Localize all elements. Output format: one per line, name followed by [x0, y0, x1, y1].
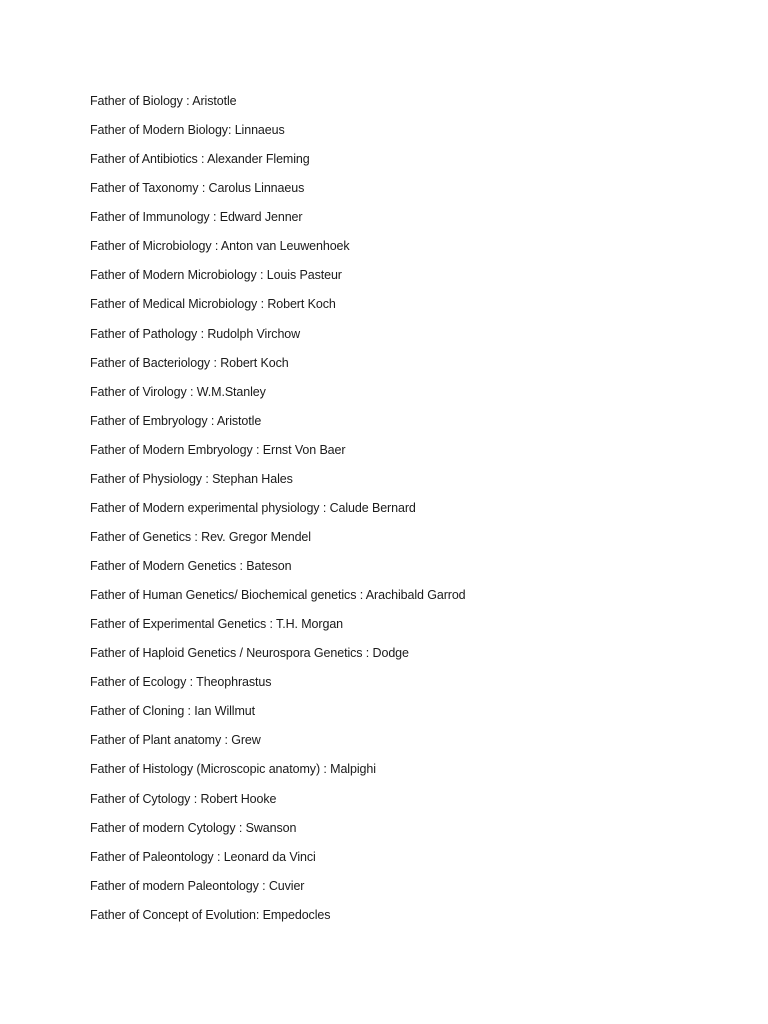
entry-list [90, 91, 730, 934]
list-item: Father of modern Paleontology : Cuvier [90, 878, 305, 893]
list-item: Father of Modern Microbiology : Louis Pasteur [90, 268, 342, 283]
list-item: Father of Modern Biology: Linnaeus [90, 123, 285, 138]
list-item: Father of Modern experimental physiology : Calude Bernard [90, 500, 416, 515]
list-item: Father of Cloning : Ian Willmut [90, 704, 256, 719]
list-item: Father of Plant anatomy : Grew [90, 733, 261, 748]
list-item: Father of Biology : Aristotle [90, 94, 237, 108]
list-item: Father of Haploid Genetics / Neurospora Genetics : Dodge [90, 646, 409, 661]
list-item: Father of Experimental Genetics : T.H. Morgan [90, 617, 344, 632]
list-item: Father of Human Genetics/ Biochemical genetics : Arachibald Garrod [90, 588, 466, 603]
list-item: Father of Genetics : Rev. Gregor Mendel [90, 529, 311, 544]
list-item: Father of Antibiotics : Alexander Fleming [90, 152, 310, 167]
list-item: Father of Paleontology : Leonard da Vinci [90, 849, 316, 864]
list-item: Father of Cytology : Robert Hooke [90, 791, 277, 806]
list-item: Father of Histology (Microscopic anatomy) : Malpighi [90, 762, 376, 777]
list-item: Father of Ecology : Theophrastus [90, 675, 272, 690]
list-item: Father of Pathology : Rudolph Virchow [90, 326, 301, 341]
list-item: Father of Physiology : Stephan Hales [90, 471, 293, 486]
list-item: Father of Modern Genetics : Bateson [90, 559, 292, 573]
list-item: Father of Modern Embryology : Ernst Von Baer [90, 442, 346, 457]
list-item: Father of Medical Microbiology : Robert Koch [90, 297, 336, 312]
list-item: Father of Immunology : Edward Jenner [90, 210, 303, 225]
list-item: Father of Bacteriology : Robert Koch [90, 355, 289, 370]
list-item: Father of Taxonomy : Carolus Linnaeus [90, 181, 305, 196]
list-item: Father of Concept of Evolution: Empedocles [90, 907, 331, 922]
list-item: Father of modern Cytology : Swanson [90, 820, 297, 835]
list-item: Father of Virology : W.M.Stanley [90, 384, 266, 399]
list-item: Father of Embryology : Aristotle [90, 413, 262, 428]
list-item: Father of Microbiology : Anton van Leuwenhoek [90, 239, 350, 254]
